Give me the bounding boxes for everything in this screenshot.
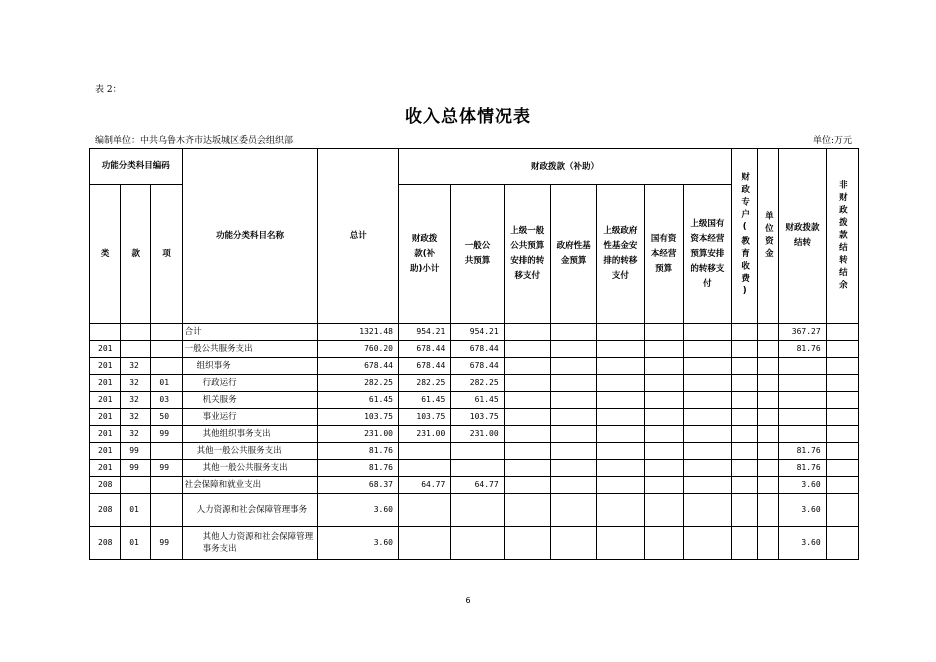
table-row <box>90 375 859 392</box>
cell-upper-gov-fund <box>597 460 644 477</box>
cell-gov-fund <box>550 409 596 426</box>
cell-kuan <box>121 341 151 358</box>
cell-state-capital <box>644 324 683 341</box>
cell-kuan: 99 <box>121 460 151 477</box>
cell-lei <box>90 324 121 341</box>
header-total: 总计 <box>318 149 399 324</box>
cell-upper-gov-fund <box>597 324 644 341</box>
table-row <box>90 358 859 375</box>
cell-xiang <box>151 324 182 341</box>
cell-kuan: 01 <box>121 527 151 560</box>
cell-unit-fund <box>758 426 779 443</box>
cell-upper-state-capital <box>683 494 731 527</box>
cell-edu-fee <box>732 392 758 409</box>
cell-xiang <box>151 494 182 527</box>
cell-general-budget <box>451 443 504 460</box>
cell-edu-fee <box>732 426 758 443</box>
cell-state-capital <box>644 477 683 494</box>
cell-lei: 208 <box>90 477 121 494</box>
cell-fiscal-subtotal <box>398 494 450 527</box>
cell-gov-fund <box>550 324 596 341</box>
table-row <box>90 460 859 477</box>
cell-unit-fund <box>758 409 779 426</box>
table-row <box>90 494 859 527</box>
cell-upper-general <box>504 426 550 443</box>
cell-edu-fee <box>732 358 758 375</box>
cell-gov-fund <box>550 494 596 527</box>
cell-upper-general <box>504 341 550 358</box>
table-row <box>90 409 859 426</box>
page-title: 收入总体情况表 <box>405 107 531 127</box>
cell-state-capital <box>644 375 683 392</box>
cell-unit-fund <box>758 460 779 477</box>
cell-non-fiscal <box>826 392 858 409</box>
cell-total: 231.00 <box>318 426 399 443</box>
header-gov-fund: 政府性基金预算 <box>550 185 596 324</box>
cell-general-budget <box>451 460 504 477</box>
cell-unit-fund <box>758 392 779 409</box>
cell-state-capital <box>644 494 683 527</box>
cell-edu-fee <box>732 409 758 426</box>
cell-kuan <box>121 477 151 494</box>
cell-carryover <box>779 392 826 409</box>
cell-edu-fee <box>732 341 758 358</box>
cell-upper-general <box>504 527 550 560</box>
cell-state-capital <box>644 460 683 477</box>
cell-name: 其他一般公共服务支出 <box>182 443 318 460</box>
cell-gov-fund <box>550 375 596 392</box>
cell-name: 一般公共服务支出 <box>182 341 318 358</box>
cell-fiscal-subtotal: 678.44 <box>398 341 450 358</box>
cell-unit-fund <box>758 494 779 527</box>
cell-lei: 201 <box>90 358 121 375</box>
cell-kuan: 01 <box>121 494 151 527</box>
cell-xiang <box>151 358 182 375</box>
cell-upper-state-capital <box>683 426 731 443</box>
header-unit-fund: 单位资金 <box>758 149 779 324</box>
cell-xiang: 01 <box>151 375 182 392</box>
cell-total: 68.37 <box>318 477 399 494</box>
cell-upper-gov-fund <box>597 375 644 392</box>
cell-gov-fund <box>550 426 596 443</box>
cell-general-budget: 678.44 <box>451 358 504 375</box>
cell-total: 760.20 <box>318 341 399 358</box>
cell-unit-fund <box>758 324 779 341</box>
cell-upper-gov-fund <box>597 443 644 460</box>
cell-upper-state-capital <box>683 409 731 426</box>
cell-upper-general <box>504 392 550 409</box>
cell-non-fiscal <box>826 443 858 460</box>
header-upper-gov-fund: 上级政府性基金安排的转移支付 <box>597 185 644 324</box>
cell-name: 事业运行 <box>182 409 318 426</box>
cell-carryover <box>779 358 826 375</box>
header-upper-state-capital: 上级国有资本经营预算安排的转移支付 <box>683 185 731 324</box>
cell-lei: 201 <box>90 443 121 460</box>
cell-total: 103.75 <box>318 409 399 426</box>
table-row <box>90 341 859 358</box>
cell-name: 组织事务 <box>182 358 318 375</box>
cell-unit-fund <box>758 375 779 392</box>
cell-gov-fund <box>550 341 596 358</box>
cell-non-fiscal <box>826 341 858 358</box>
cell-lei: 208 <box>90 494 121 527</box>
cell-lei: 208 <box>90 527 121 560</box>
header-carryover: 财政拨款结转 <box>779 149 826 324</box>
cell-gov-fund <box>550 527 596 560</box>
header-xiang: 项 <box>151 185 182 324</box>
cell-carryover: 81.76 <box>779 443 826 460</box>
cell-gov-fund <box>550 460 596 477</box>
cell-edu-fee <box>732 494 758 527</box>
cell-lei: 201 <box>90 375 121 392</box>
cell-unit-fund <box>758 527 779 560</box>
cell-xiang <box>151 443 182 460</box>
cell-fiscal-subtotal <box>398 443 450 460</box>
table-row <box>90 324 859 341</box>
cell-name: 合计 <box>182 324 318 341</box>
cell-non-fiscal <box>826 527 858 560</box>
cell-upper-general <box>504 358 550 375</box>
cell-xiang: 50 <box>151 409 182 426</box>
cell-upper-general <box>504 324 550 341</box>
cell-xiang: 03 <box>151 392 182 409</box>
income-summary-table <box>89 148 859 560</box>
cell-kuan: 32 <box>121 409 151 426</box>
header-edu-fee: 财政专户(教育收费) <box>732 149 758 324</box>
cell-xiang: 99 <box>151 460 182 477</box>
cell-state-capital <box>644 358 683 375</box>
cell-upper-gov-fund <box>597 426 644 443</box>
cell-name: 人力资源和社会保障管理事务 <box>182 494 318 527</box>
cell-carryover: 3.60 <box>779 527 826 560</box>
table-row <box>90 443 859 460</box>
cell-fiscal-subtotal: 282.25 <box>398 375 450 392</box>
cell-total: 3.60 <box>318 494 399 527</box>
cell-general-budget: 64.77 <box>451 477 504 494</box>
cell-upper-general <box>504 443 550 460</box>
cell-lei: 201 <box>90 392 121 409</box>
cell-lei: 201 <box>90 409 121 426</box>
currency-unit: 单位:万元 <box>812 136 852 146</box>
cell-non-fiscal <box>826 494 858 527</box>
cell-general-budget: 61.45 <box>451 392 504 409</box>
cell-non-fiscal <box>826 358 858 375</box>
cell-general-budget: 231.00 <box>451 426 504 443</box>
cell-kuan: 32 <box>121 358 151 375</box>
cell-upper-gov-fund <box>597 392 644 409</box>
table-row <box>90 392 859 409</box>
cell-xiang <box>151 341 182 358</box>
cell-total: 81.76 <box>318 443 399 460</box>
cell-name: 其他一般公共服务支出 <box>182 460 318 477</box>
cell-state-capital <box>644 409 683 426</box>
header-lei: 类 <box>90 185 121 324</box>
cell-name: 行政运行 <box>182 375 318 392</box>
cell-name: 其他人力资源和社会保障管理事务支出 <box>182 527 318 560</box>
cell-upper-state-capital <box>683 477 731 494</box>
cell-fiscal-subtotal: 231.00 <box>398 426 450 443</box>
cell-edu-fee <box>732 527 758 560</box>
compiling-unit: 编制单位：中共乌鲁木齐市达坂城区委员会组织部 <box>95 136 294 146</box>
cell-kuan: 32 <box>121 375 151 392</box>
cell-upper-gov-fund <box>597 494 644 527</box>
cell-edu-fee <box>732 443 758 460</box>
cell-general-budget: 103.75 <box>451 409 504 426</box>
cell-name: 其他组织事务支出 <box>182 426 318 443</box>
cell-edu-fee <box>732 460 758 477</box>
table-label: 表 2： <box>95 85 122 95</box>
header-kuan: 款 <box>121 185 151 324</box>
cell-non-fiscal <box>826 460 858 477</box>
cell-upper-gov-fund <box>597 477 644 494</box>
cell-fiscal-subtotal: 61.45 <box>398 392 450 409</box>
cell-xiang <box>151 477 182 494</box>
cell-upper-general <box>504 375 550 392</box>
cell-upper-state-capital <box>683 527 731 560</box>
cell-upper-state-capital <box>683 341 731 358</box>
cell-upper-state-capital <box>683 443 731 460</box>
cell-upper-state-capital <box>683 375 731 392</box>
cell-unit-fund <box>758 443 779 460</box>
cell-upper-general <box>504 477 550 494</box>
cell-upper-state-capital <box>683 358 731 375</box>
cell-kuan <box>121 324 151 341</box>
cell-xiang: 99 <box>151 527 182 560</box>
cell-fiscal-subtotal: 678.44 <box>398 358 450 375</box>
cell-carryover <box>779 409 826 426</box>
cell-lei: 201 <box>90 426 121 443</box>
cell-total: 3.60 <box>318 527 399 560</box>
cell-general-budget <box>451 494 504 527</box>
header-func-code: 功能分类科目编码 <box>90 149 183 185</box>
cell-carryover: 81.76 <box>779 341 826 358</box>
cell-fiscal-subtotal <box>398 460 450 477</box>
header-state-capital: 国有资本经营预算 <box>644 185 683 324</box>
cell-kuan: 99 <box>121 443 151 460</box>
cell-unit-fund <box>758 341 779 358</box>
cell-upper-gov-fund <box>597 409 644 426</box>
cell-upper-general <box>504 409 550 426</box>
cell-non-fiscal <box>826 426 858 443</box>
cell-state-capital <box>644 392 683 409</box>
cell-non-fiscal <box>826 324 858 341</box>
cell-upper-gov-fund <box>597 341 644 358</box>
cell-unit-fund <box>758 358 779 375</box>
cell-carryover <box>779 426 826 443</box>
cell-carryover: 3.60 <box>779 494 826 527</box>
cell-carryover: 81.76 <box>779 460 826 477</box>
header-general-budget: 一般公共预算 <box>451 185 504 324</box>
cell-upper-gov-fund <box>597 527 644 560</box>
cell-gov-fund <box>550 477 596 494</box>
cell-state-capital <box>644 341 683 358</box>
cell-total: 1321.48 <box>318 324 399 341</box>
cell-gov-fund <box>550 358 596 375</box>
cell-upper-state-capital <box>683 324 731 341</box>
cell-total: 678.44 <box>318 358 399 375</box>
cell-fiscal-subtotal: 954.21 <box>398 324 450 341</box>
header-non-fiscal: 非财政拨款结转结余 <box>826 149 858 324</box>
cell-non-fiscal <box>826 409 858 426</box>
cell-carryover: 367.27 <box>779 324 826 341</box>
cell-upper-general <box>504 494 550 527</box>
cell-fiscal-subtotal: 64.77 <box>398 477 450 494</box>
header-upper-general: 上级一般公共预算安排的转移支付 <box>504 185 550 324</box>
cell-edu-fee <box>732 477 758 494</box>
cell-lei: 201 <box>90 460 121 477</box>
cell-general-budget: 678.44 <box>451 341 504 358</box>
cell-unit-fund <box>758 477 779 494</box>
cell-name: 社会保障和就业支出 <box>182 477 318 494</box>
cell-name: 机关服务 <box>182 392 318 409</box>
header-name: 功能分类科目名称 <box>182 149 318 324</box>
cell-kuan: 32 <box>121 392 151 409</box>
cell-total: 282.25 <box>318 375 399 392</box>
cell-state-capital <box>644 527 683 560</box>
cell-kuan: 32 <box>121 426 151 443</box>
cell-non-fiscal <box>826 375 858 392</box>
cell-general-budget <box>451 527 504 560</box>
cell-non-fiscal <box>826 477 858 494</box>
table-row <box>90 527 859 560</box>
cell-fiscal-subtotal: 103.75 <box>398 409 450 426</box>
cell-state-capital <box>644 426 683 443</box>
cell-state-capital <box>644 443 683 460</box>
page-number: 6 <box>465 596 471 605</box>
header-fiscal-subtotal: 财政拨款(补助)小计 <box>398 185 450 324</box>
cell-gov-fund <box>550 392 596 409</box>
table-row <box>90 477 859 494</box>
cell-carryover: 3.60 <box>779 477 826 494</box>
cell-total: 81.76 <box>318 460 399 477</box>
header-fiscal-group: 财政拨款（补助） <box>398 149 731 185</box>
cell-edu-fee <box>732 375 758 392</box>
cell-upper-state-capital <box>683 392 731 409</box>
cell-edu-fee <box>732 324 758 341</box>
cell-upper-state-capital <box>683 460 731 477</box>
table-row <box>90 426 859 443</box>
cell-carryover <box>779 375 826 392</box>
cell-upper-gov-fund <box>597 358 644 375</box>
cell-general-budget: 954.21 <box>451 324 504 341</box>
cell-gov-fund <box>550 443 596 460</box>
cell-general-budget: 282.25 <box>451 375 504 392</box>
cell-lei: 201 <box>90 341 121 358</box>
cell-fiscal-subtotal <box>398 527 450 560</box>
cell-upper-general <box>504 460 550 477</box>
cell-xiang: 99 <box>151 426 182 443</box>
cell-total: 61.45 <box>318 392 399 409</box>
